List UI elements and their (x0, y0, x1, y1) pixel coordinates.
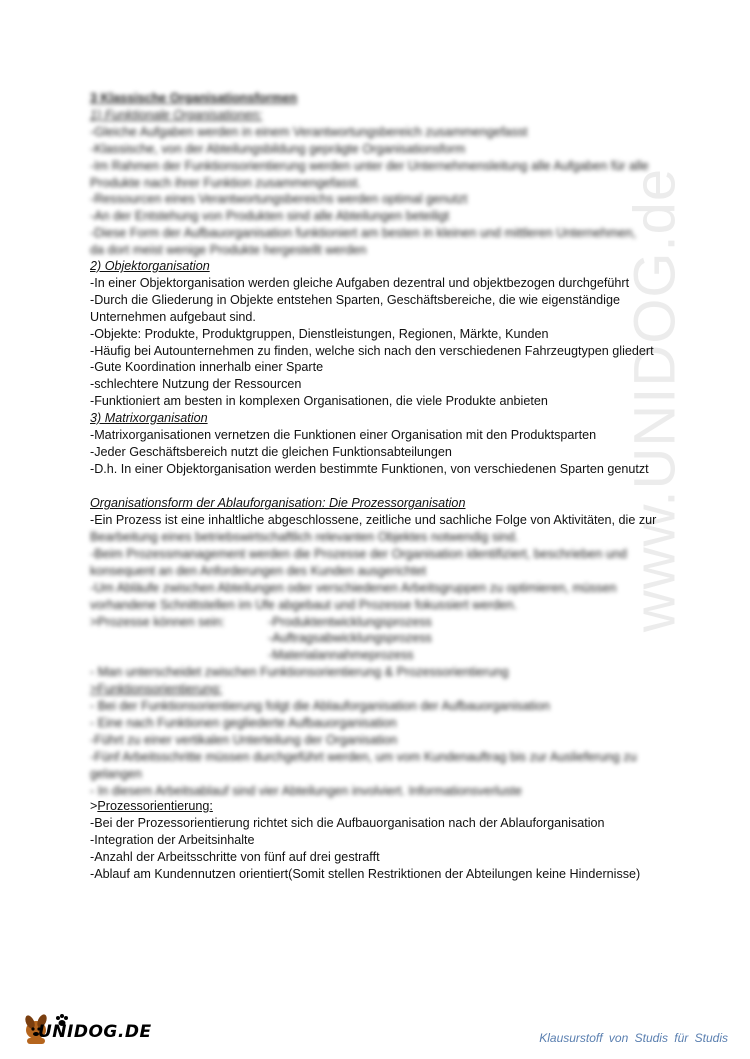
text-line: vorhandene Schnittstellen im Ufe abgebaut und Prozesse fokussiert werden. (90, 597, 518, 612)
process-list-item: -Materialannahmeprozess (268, 648, 414, 663)
section-title: 3 Klassische Organisationsformen (90, 91, 298, 105)
process-list-item: -Auftragsabwicklungsprozess (268, 631, 432, 646)
section-heading: Prozessorientierung: (97, 799, 213, 813)
text-line: - Man unterscheidet zwischen Funktionsorientierung & Prozessorientierung (90, 665, 509, 680)
text-line: - In diesem Arbeitsablauf sind vier Abteilungen involviert. Informationsverluste (90, 783, 522, 798)
text-line: -Häufig bei Autounternehmen zu finden, welche sich nach den verschiedenen Fahrzeugtypen gliedert (90, 343, 654, 358)
text-line: -Diese Form der Aufbauorganisation funktioniert am besten in kleinen und mittleren Unternehmen, (90, 226, 637, 241)
text-line: -Beim Prozessmanagement werden die Prozesse der Organisation identifiziert, beschrieben und (90, 546, 627, 561)
text-line: -Fünf Arbeitsschritte müssen durchgeführt werden, um vom Kundenauftrag bis zur Auslieferung zu (90, 749, 637, 764)
section-process-org-blurred (90, 529, 670, 799)
section-heading: 3) Matrixorganisation (90, 411, 208, 425)
logo-text: UNIDOG.DE (38, 1022, 152, 1042)
text-line: -Matrixorganisationen vernetzen die Funktionen einer Organisation mit den Produktsparten (90, 427, 597, 442)
text-line: - Eine nach Funktionen gegliederte Aufbauorganisation (90, 715, 397, 730)
text-line: -Anzahl der Arbeitsschritte von fünf auf drei gestrafft (90, 849, 380, 864)
text-line: konsequent an den Anforderungen des Kunden ausgerichtet (90, 563, 427, 578)
text-line: -Im Rahmen der Funktionsorientierung werden unter der Unternehmensleitung alle Aufgaben für alle (90, 158, 649, 173)
text-line: -Klassische, von der Abteilungsbildung geprägte Organisationsform (90, 141, 466, 156)
text-line: -Um Abläufe zwischen Abteilungen oder verschiedenen Arbeitsgruppen zu optimieren, müssen (90, 580, 617, 595)
text-line: -Jeder Geschäftsbereich nutzt die gleichen Funktionsabteilungen (90, 444, 452, 459)
text-line: -Ablauf am Kundennutzen orientiert(Somit stellen Restriktionen der Abteilungen keine Hindernisse) (90, 866, 641, 881)
text-line: -Führt zu einer vertikalen Unterteilung der Organisation (90, 732, 398, 747)
footer-slogan: Klausurstoff von Studis für Studis (539, 1031, 728, 1045)
section-functional-org (90, 90, 670, 259)
text-line: -Integration der Arbeitsinhalte (90, 832, 255, 847)
section-object-org (90, 258, 670, 410)
text-line: -Bei der Prozessorientierung richtet sich die Aufbauorganisation nach der Ablauforganisation (90, 815, 605, 830)
text-line: -Durch die Gliederung in Objekte entstehen Sparten, Geschäftsbereiche, die wie eigenständige (90, 292, 620, 307)
section-heading-row (90, 798, 670, 815)
process-list-label: >Prozesse können sein: (90, 614, 225, 629)
text-line: -Gleiche Aufgaben werden in einem Verantwortungsbereich zusammengefasst (90, 124, 528, 139)
section-heading: Organisationsform der Ablauforganisation: Die Prozessorganisation (90, 496, 466, 510)
text-line: gelangen (90, 766, 142, 781)
text-line: -Ressourcen eines Verantwortungsbereichs werden optimal genutzt (90, 192, 468, 207)
text-line: -D.h. In einer Objektorganisation werden bestimmte Funktionen, von verschiedenen Sparten genutzt (90, 461, 649, 476)
text-line: -Objekte: Produkte, Produktgruppen, Dienstleistungen, Regionen, Märkte, Kunden (90, 326, 549, 341)
text-line: >Funktionsorientierung: (90, 682, 222, 697)
section-process-org (90, 495, 670, 529)
text-line: Unternehmen aufgebaut sind. (90, 309, 256, 324)
text-line: -schlechtere Nutzung der Ressourcen (90, 377, 302, 392)
section-matrix-org (90, 410, 670, 478)
process-list-item: -Produktentwicklungsprozess (268, 614, 432, 629)
section-heading: 2) Objektorganisation (90, 259, 210, 273)
text-line: -Ein Prozess ist eine inhaltliche abgeschlossene, zeitliche und sachliche Folge von Aktivitäten, die zur (90, 512, 657, 527)
watermark: www.UNIDOG.de (622, 167, 688, 633)
section-process-orientation (90, 798, 670, 883)
text-line: -Gute Koordination innerhalb einer Sparte (90, 360, 324, 375)
text-line: - Bei der Funktionsorientierung folgt die Ablauforganisation der Aufbauorganisation (90, 699, 550, 714)
section-subtitle: 1) Funktionale Organisationen: (90, 107, 263, 122)
text-line: -In einer Objektorganisation werden gleiche Aufgaben dezentral und objektbezogen durchgeführt (90, 275, 630, 290)
text-line: -An der Entstehung von Produkten sind alle Abteilungen beteiligt (90, 209, 450, 224)
text-line: Produkte nach ihrer Funktion zusammengefasst. (90, 175, 361, 190)
heading-prefix: > (90, 799, 98, 813)
text-line: -Funktioniert am besten in komplexen Organisationen, die viele Produkte anbieten (90, 394, 548, 409)
text-line: Bearbeitung eines betriebswirtschaftlich relevanten Objektes notwendig sind. (90, 530, 519, 544)
process-list-row (90, 614, 670, 631)
text-line: da dort meist wenige Produkte hergestellt werden (90, 243, 367, 258)
